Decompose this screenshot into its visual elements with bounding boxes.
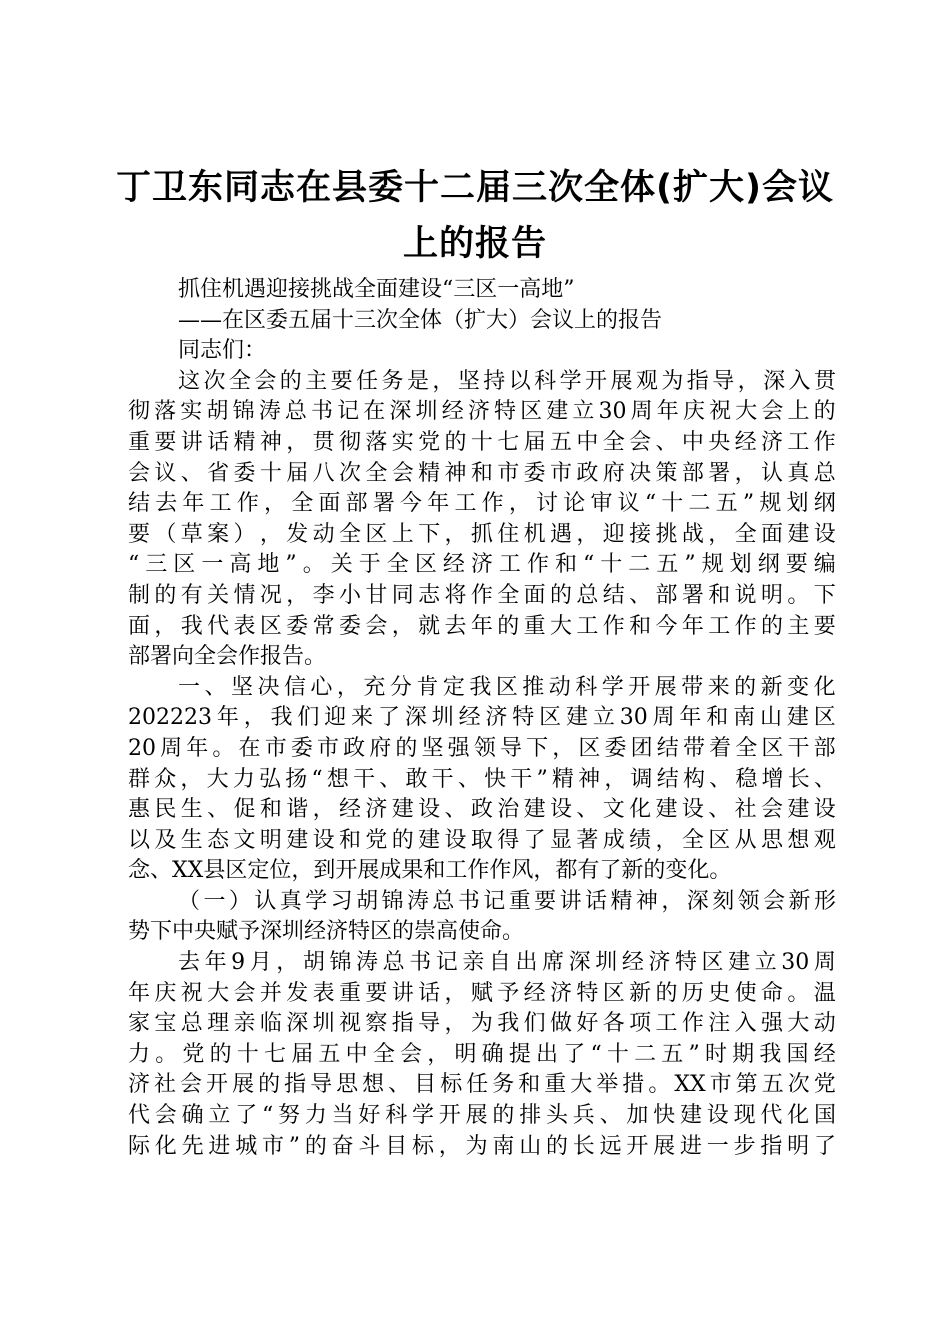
text-line: 抓住机遇迎接挑战全面建设“三区一高地” [178, 277, 575, 302]
text-line: 年 庆 祝 大 会 并 发 表 重 要 讲 话 ， 赋 予 经 济 特 区 新 的 历 史 使 命 。 温 [128, 980, 836, 1006]
text-line: 际 化 先 进 城 市 ” 的 奋 斗 目 标 ， 为 南 山 的 长 远 开 展 进 一 步 指 明 了 [128, 1133, 836, 1159]
document-title-line-2: 上的报告 [402, 224, 547, 264]
text-line: 面 ， 我 代 表 区 委 常 委 会 ， 就 去 年 的 重 大 工 作 和 今 年 工 作 的 主 要 [128, 613, 836, 639]
text-line: 群 众 ， 大 力 弘 扬 “ 想 干 、 敢 干 、 快 干 ” 精 神 ， 调 结 构 、 稳 增 长 、 [128, 766, 836, 792]
text-line: （ 一 ） 认 真 学 习 胡 锦 涛 总 书 记 重 要 讲 话 精 神 ， 深 刻 领 会 新 形 [178, 888, 836, 914]
text-line: 要 （ 草 案 ） ， 发 动 全 区 上 下 ， 抓 住 机 遇 ， 迎 接 挑 战 ， 全 面 建 设 [128, 521, 836, 547]
document-title-line-1: 丁卫东同志在县委十二届三次全体(扩大)会议 [116, 168, 834, 208]
text-line: 惠 民 生 、 促 和 谐 ， 经 济 建 设 、 政 治 建 设 、 文 化 建 设 、 社 会 建 设 [128, 797, 836, 823]
text-line: 家 宝 总 理 亲 临 深 圳 视 察 指 导 ， 为 我 们 做 好 各 项 工 作 注 入 强 大 动 [128, 1011, 836, 1037]
text-line: 制 的 有 关 情 况 ， 李 小 甘 同 志 将 作 全 面 的 总 结 、 部 署 和 说 明 。 下 [128, 582, 836, 608]
text-line: 重 要 讲 话 精 神 ， 贯 彻 落 实 党 的 十 七 届 五 中 全 会 、 中 央 经 济 工 作 [128, 429, 836, 455]
text-line: 20 周 年 。 在 市 委 市 政 府 的 坚 强 领 导 下 ， 区 委 团 结 带 着 全 区 干 部 [128, 735, 836, 761]
text-line: 会 议 、 省 委 十 届 八 次 全 会 精 神 和 市 委 市 政 府 决 策 部 署 ， 认 真 总 [128, 460, 836, 486]
text-line: 同志们： [178, 338, 267, 364]
text-line: ——在区委五届十三次全体（扩大）会议上的报告 [178, 307, 663, 333]
text-line: 一 、 坚 决 信 心 ， 充 分 肯 定 我 区 推 动 科 学 开 展 带 来 的 新 变 化 [178, 674, 836, 700]
text-line: 代 会 确 立 了 “ 努 力 当 好 科 学 开 展 的 排 头 兵 、 加 快 建 设 现 代 化 国 [128, 1103, 836, 1129]
text-line: 202223 年 ， 我 们 迎 来 了 深 圳 经 济 特 区 建 立 30 周 年 和 南 山 建 区 [128, 705, 836, 731]
text-line: 以 及 生 态 文 明 建 设 和 党 的 建 设 取 得 了 显 著 成 绩 ， 全 区 从 思 想 观 [128, 827, 836, 853]
text-line: 结 去 年 工 作 ， 全 面 部 署 今 年 工 作 ， 讨 论 审 议 “ 十 二 五 ” 规 划 纲 [128, 491, 836, 517]
text-line: 部署向全会作报告。 [128, 644, 327, 670]
text-line: 念、XX县区定位，到开展成果和工作作风，都有了新的变化。 [128, 858, 732, 884]
text-line: 去 年 9 月 ， 胡 锦 涛 总 书 记 亲 自 出 席 深 圳 经 济 特 区 建 立 30 周 [178, 950, 836, 976]
text-line: 济 社 会 开 展 的 指 导 思 想 、 目 标 任 务 和 重 大 举 措 。 XX 市 第 五 次 党 [128, 1072, 836, 1098]
text-line: 这 次 全 会 的 主 要 任 务 是 ， 坚 持 以 科 学 开 展 观 为 指 导 ， 深 入 贯 [178, 368, 836, 394]
text-line: 力 。 党 的 十 七 届 五 中 全 会 ， 明 确 提 出 了 “ 十 二 五 ” 时 期 我 国 经 [128, 1041, 836, 1067]
text-line: 势下中央赋予深圳经济特区的崇高使命。 [128, 919, 525, 945]
text-line: 彻 落 实 胡 锦 涛 总 书 记 在 深 圳 经 济 特 区 建 立 30 周 年 庆 祝 大 会 上 的 [128, 399, 836, 425]
document-body [128, 275, 836, 1162]
text-line: “ 三 区 一 高 地 ” 。 关 于 全 区 经 济 工 作 和 “ 十 二 五 ” 规 划 纲 要 编 [128, 552, 836, 578]
